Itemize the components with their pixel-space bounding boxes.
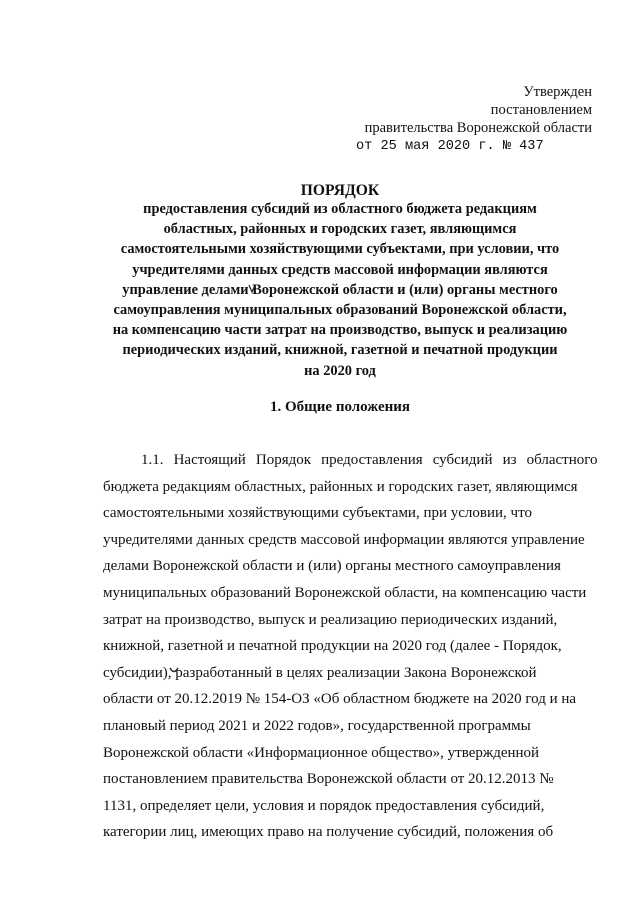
- subtitle-line: самостоятельными хозяйствующими субъектами, при условии, что: [120, 241, 560, 258]
- section-heading: 1. Общие положения: [269, 399, 411, 415]
- paragraph-line: самостоятельными хозяйствующими субъектами, при условии, что: [103, 505, 532, 522]
- paragraph-line: делами Воронежской области и (или) органы местного самоуправления: [103, 558, 561, 575]
- document-title: ПОРЯДОК: [300, 182, 380, 199]
- subtitle-line: на компенсацию части затрат на производство, выпуск и реализацию: [112, 322, 568, 339]
- approval-line-approved: Утвержден: [523, 84, 592, 100]
- approval-block: [0, 0, 640, 154]
- subtitle-line: управление делами Воронежской области и (или) органы местного: [122, 281, 558, 298]
- paragraph-line: области от 20.12.2019 № 154-ОЗ «Об областном бюджете на 2020 год и на: [103, 691, 577, 708]
- subtitle-line: областных, районных и городских газет, являющимся: [163, 221, 517, 238]
- subtitle-line: предоставления субсидий из областного бюджета редакциям: [143, 201, 537, 217]
- paragraph-line: 1131, определяет цели, условия и порядок предоставления субсидий,: [103, 797, 545, 814]
- paragraph-line: плановый период 2021 и 2022 годов», государственной программы: [103, 717, 531, 734]
- subtitle-line: на 2020 год: [304, 362, 376, 379]
- paragraph-line: Воронежской области «Информационное общество», утвержденной: [103, 744, 540, 761]
- correction-mark: [247, 283, 257, 297]
- correction-mark: [168, 664, 180, 676]
- paragraph-line: муниципальных образований Воронежской области, на компенсацию части: [103, 584, 587, 601]
- document-subtitle: [88, 199, 592, 381]
- paragraph-line: книжной, газетной и печатной продукции на 2020 год (далее - Порядок,: [103, 638, 562, 655]
- paragraph-line: категории лиц, имеющих право на получение субсидий, положения об: [103, 824, 554, 841]
- approval-line-resolution: постановлением: [490, 102, 592, 118]
- paragraph-line: 1.1. Настоящий Порядок предоставления субсидий из областного: [141, 452, 598, 468]
- paragraph-line: субсидии), разработанный в целях реализации Закона Воронежской: [103, 664, 537, 681]
- paragraph-line: постановлением правительства Воронежской области от 20.12.2013 №: [103, 771, 554, 788]
- paragraph-1-1: [103, 450, 598, 849]
- paragraph-line: учредителями данных средств массовой информации являются управление: [103, 531, 585, 548]
- subtitle-line: самоуправления муниципальных образований Воронежской области,: [113, 302, 567, 319]
- approval-line-date-number: от 25 мая 2020 г. № 437: [356, 139, 544, 154]
- paragraph-line: затрат на производство, выпуск и реализацию периодических изданий,: [103, 611, 558, 628]
- paragraph-line: бюджета редакциям областных, районных и городских газет, являющимся: [103, 478, 578, 495]
- approval-line-government: правительства Воронежской области: [364, 120, 592, 136]
- subtitle-line: периодических изданий, книжной, газетной и печатной продукции: [122, 342, 558, 359]
- subtitle-line: учредителями данных средств массовой информации являются: [132, 261, 548, 278]
